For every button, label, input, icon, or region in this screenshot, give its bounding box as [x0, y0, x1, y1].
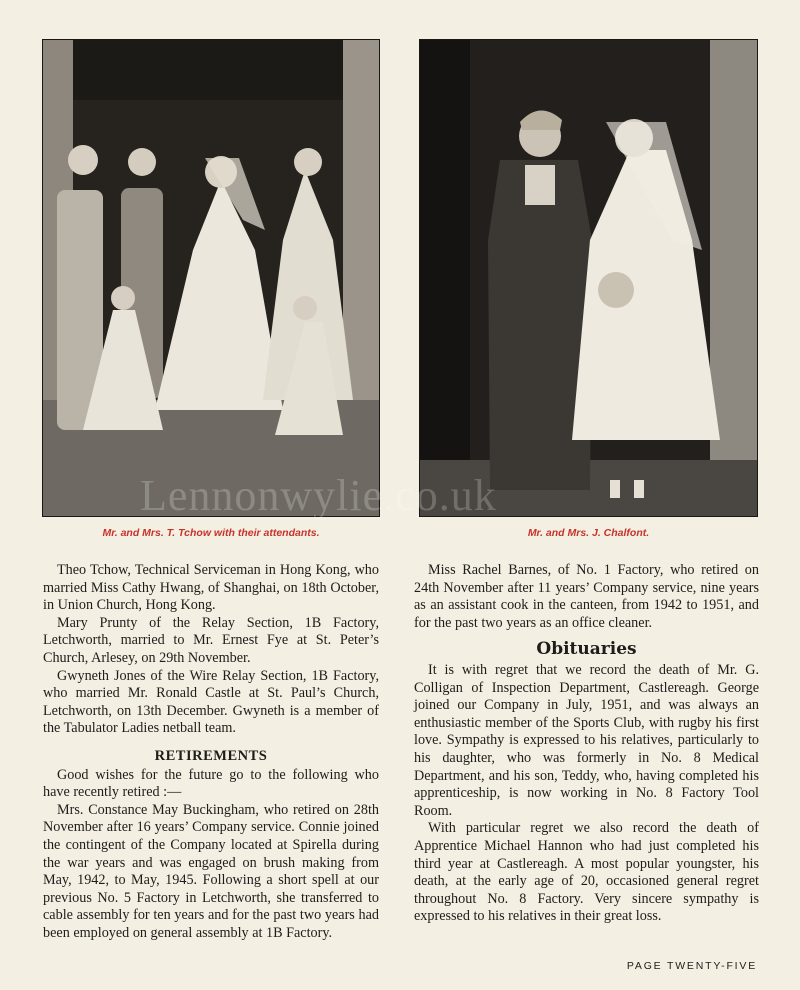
watermark-text: Lennonwylie.co.uk — [140, 471, 497, 520]
photo-caption-chalfont: Mr. and Mrs. J. Chalfont. — [527, 527, 650, 539]
retirements-heading: RETIREMENTS — [154, 747, 268, 764]
marriage-paragraph-prunty: Mary Prunty of the Relay Section, 1B Factory, Letchworth, married to Mr. Ernest Fye at St. Peter’s Church, Arlesey, on 29th November. — [43, 614, 379, 666]
retirement-paragraph-barnes: Miss Rachel Barnes, of No. 1 Factory, who retired on 24th November after 11 years’ Company service, nine years as an assistant cook in the canteen, from 1942 to 1951, and for the past two years as an office cleaner. — [414, 562, 759, 631]
wedding-photo-tchow-image — [43, 40, 379, 516]
retirement-paragraph-buckingham: Mrs. Constance May Buckingham, who retired on 28th November after 16 years’ Company service. Connie joined the contingent of the Company located at Spirella during the war years and was engaged on brush making from May, 1942, to May, 1945. Following a short spell at our previous No. 5 Factory in Letchworth, she transferred to cable assembly for ten years and for the past two years had been employed on general assembly at 1B Factory. — [43, 801, 379, 941]
left-text-column — [43, 562, 379, 942]
obituary-paragraph-hannon: With particular regret we also record the death of Apprentice Michael Hannon who had just completed his third year at Castlereagh. A most popular youngster, his death, at the early age of 20, occasioned general regret throughout No. 8 Factory. Very sincere sympathy is expressed to his relatives in their great loss. — [414, 820, 759, 925]
wedding-photo-chalfont-image — [420, 40, 757, 516]
photo-caption-tchow: Mr. and Mrs. T. Tchow with their attendants. — [102, 527, 320, 539]
retirements-intro: Good wishes for the future go to the following who have recently retired :— — [43, 766, 379, 801]
right-text-column — [414, 562, 759, 926]
marriage-paragraph-tchow: Theo Tchow, Technical Serviceman in Hong Kong, who married Miss Cathy Hwang, of Shanghai, on 18th October, in Union Church, Hong Kong. — [43, 562, 379, 614]
page-number-footer: PAGE TWENTY-FIVE — [626, 960, 757, 972]
obituaries-heading: Obituaries — [536, 639, 637, 660]
marriage-paragraph-jones: Gwyneth Jones of the Wire Relay Section, 1B Factory, who married Mr. Ronald Castle at St. Paul’s Church, Letchworth, on 13th December. Gwyneth is a member of the Tabulator Ladies netball team. — [43, 667, 379, 737]
wedding-photo-chalfont — [420, 40, 757, 516]
obituary-paragraph-colligan: It is with regret that we record the death of Mr. G. Colligan of Inspection Department, Castlereagh. George joined our Company in July, 1951, and was always an enthusiastic member of the Sports Club, with rugby his first love. Sympathy is expressed to his relatives, particularly to his daughter, who was formerly in No. 8 Medical Department, and his son, Teddy, who, having completed his apprenticeship, is now working in No. 8 Factory Tool Room. — [414, 661, 759, 819]
wedding-photo-tchow — [43, 40, 379, 516]
